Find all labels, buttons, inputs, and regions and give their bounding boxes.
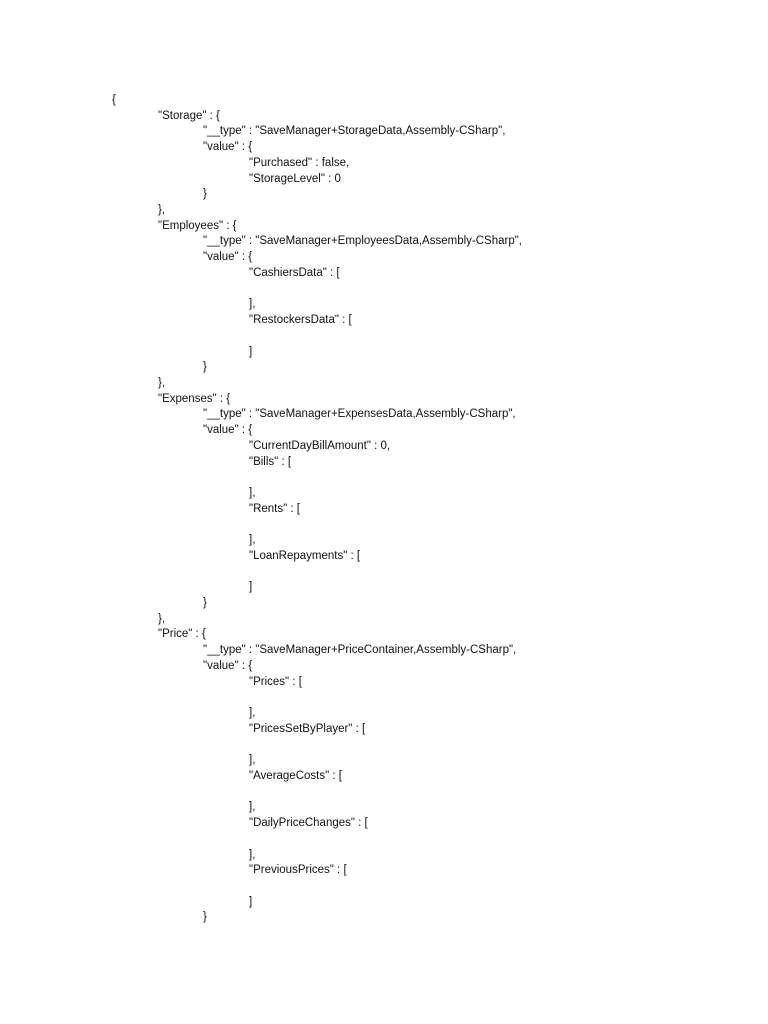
document-line [0, 266, 768, 282]
document-line [0, 612, 768, 628]
document-line-text: "value" : { [203, 141, 253, 154]
document-line-text: "Storage" : { [158, 109, 220, 122]
document-line [0, 140, 768, 156]
document-line-text: { [112, 94, 116, 106]
document-line [0, 753, 768, 769]
document-line-text: "Rents" : [ [249, 502, 300, 515]
document-line-text: ], [249, 534, 256, 547]
document-line [0, 596, 768, 612]
document-line [0, 737, 768, 753]
document-line [0, 470, 768, 486]
document-line-text: "value" : { [203, 659, 253, 672]
document-line-text: } [203, 911, 207, 924]
document-line-text: ], [249, 486, 256, 499]
document-line [0, 93, 768, 109]
document-line-text: }, [158, 376, 166, 389]
document-line [0, 282, 768, 298]
document-line-text: ] [249, 581, 253, 594]
document-line [0, 627, 768, 643]
document-line-text: "__type" : "SaveManager+ExpensesData,Assembly-CSharp", [203, 408, 516, 421]
document-line-text: "__type" : "SaveManager+EmployeesData,Assembly-CSharp", [203, 235, 522, 248]
document-line [0, 439, 768, 455]
document-line [0, 706, 768, 722]
document-line-text: "value" : { [203, 251, 253, 264]
document-line-text: "StorageLevel" : 0 [249, 172, 341, 185]
document-line [0, 203, 768, 219]
document-line-text: "DailyPriceChanges" : [ [249, 817, 368, 830]
document-line [0, 659, 768, 675]
document-line [0, 690, 768, 706]
document-line-text: "Expenses" : { [158, 392, 231, 405]
document-line-text: "CashiersData" : [ [249, 266, 340, 279]
document-line [0, 879, 768, 895]
document-line [0, 643, 768, 659]
document-line [0, 407, 768, 423]
document-line [0, 124, 768, 140]
document-body [0, 93, 768, 926]
document-line-text: "value" : { [203, 424, 253, 437]
document-line [0, 329, 768, 345]
document-line [0, 455, 768, 471]
document-line-text: } [203, 361, 207, 374]
document-line-text: } [203, 188, 207, 201]
document-line [0, 910, 768, 926]
document-line-text: "Bills" : [ [249, 455, 292, 468]
document-line [0, 345, 768, 361]
document-line [0, 517, 768, 533]
document-line [0, 502, 768, 518]
document-line-text: "LoanRepayments" : [ [249, 549, 361, 562]
document-line [0, 722, 768, 738]
document-line-text: "Price" : { [158, 628, 206, 641]
document-line-text: "__type" : "SaveManager+StorageData,Assembly-CSharp", [203, 125, 506, 138]
document-line [0, 533, 768, 549]
document-line [0, 675, 768, 691]
document-line [0, 486, 768, 502]
document-line [0, 360, 768, 376]
document-line-text: "CurrentDayBillAmount" : 0, [249, 439, 391, 452]
document-line-text: ], [249, 298, 256, 311]
document-line [0, 580, 768, 596]
document-line [0, 109, 768, 125]
document-line-text: ], [249, 754, 256, 767]
document-line-text: }, [158, 204, 166, 217]
document-line [0, 863, 768, 879]
document-line-text: ], [249, 801, 256, 814]
document-line-text: "Prices" : [ [249, 675, 302, 688]
document-line-text: "AverageCosts" : [ [249, 769, 342, 782]
document-line-text: ] [249, 895, 253, 908]
document-line [0, 769, 768, 785]
document-line [0, 376, 768, 392]
document-line [0, 219, 768, 235]
document-line [0, 250, 768, 266]
document-line-text: }, [158, 612, 166, 625]
document-line-text: ] [249, 345, 253, 358]
document-line [0, 832, 768, 848]
document-line [0, 297, 768, 313]
document-line [0, 895, 768, 911]
document-line [0, 392, 768, 408]
document-line [0, 423, 768, 439]
document-line-text: "RestockersData" : [ [249, 314, 352, 327]
document-line [0, 785, 768, 801]
document-line [0, 234, 768, 250]
document-line-text: } [203, 597, 207, 609]
document-line [0, 187, 768, 203]
document-line-text: "__type" : "SaveManager+PriceContainer,Assembly-CSharp", [203, 644, 517, 657]
document-line [0, 816, 768, 832]
document-line-text: "PricesSetByPlayer" : [ [249, 722, 366, 735]
document-line [0, 172, 768, 188]
document-line-text: "Employees" : { [158, 219, 237, 232]
document-line [0, 156, 768, 172]
document-line-text: "Purchased" : false, [249, 156, 350, 169]
document-line-text: ], [249, 848, 256, 861]
document-line [0, 549, 768, 565]
document-line-text: ], [249, 707, 256, 720]
document-line-text: "PreviousPrices" : [ [249, 864, 347, 877]
document-line [0, 313, 768, 329]
document-line [0, 848, 768, 864]
document-line [0, 800, 768, 816]
document-line [0, 565, 768, 581]
